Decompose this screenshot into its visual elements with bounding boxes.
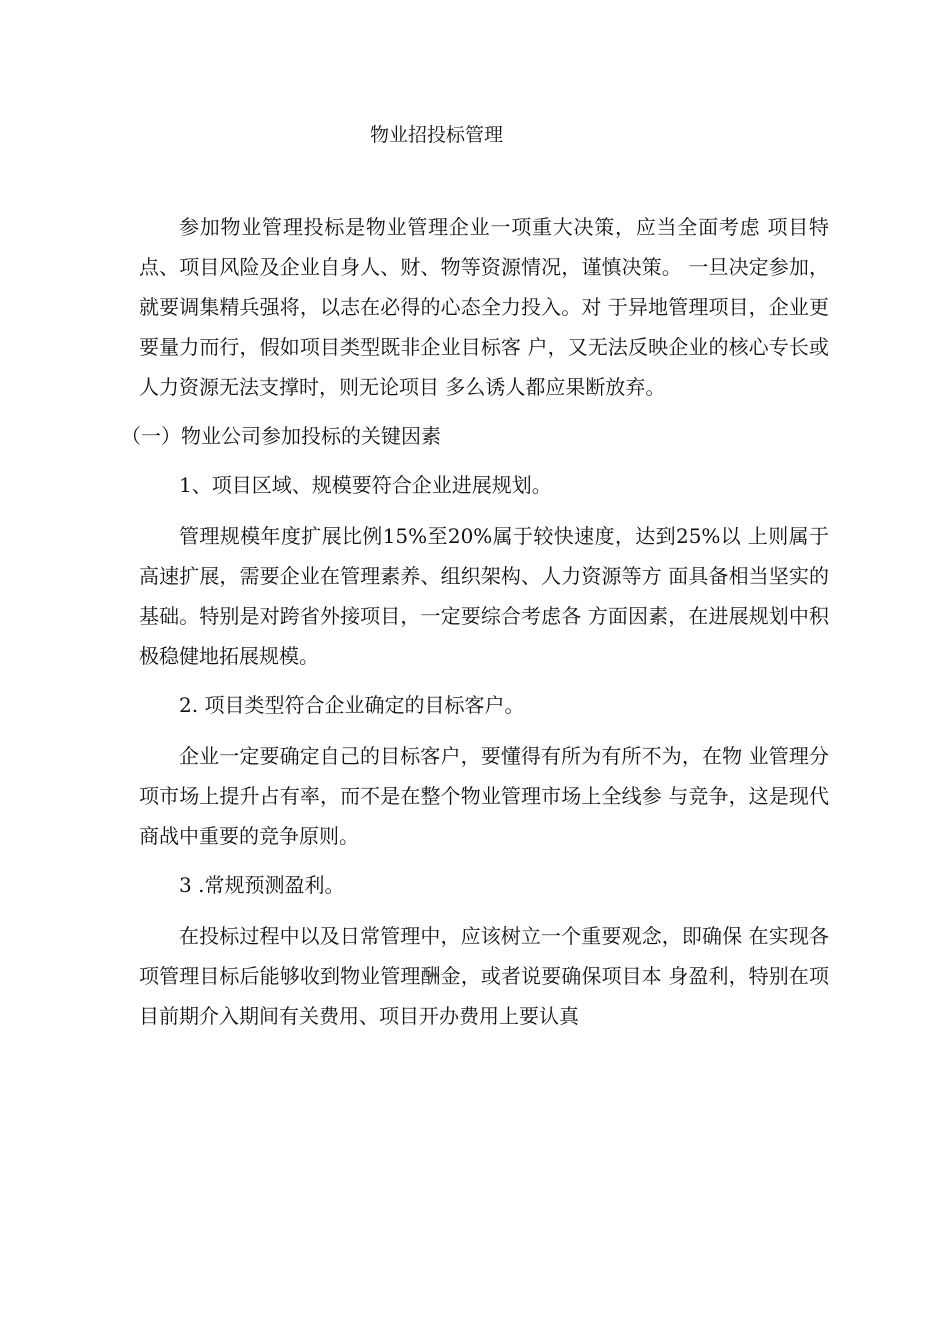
document-title: 物业招投标管理 bbox=[369, 124, 503, 146]
item-heading-1: 1、项目区域、规模要符合企业进展规划。 bbox=[179, 473, 552, 497]
item-heading-2: 2. 项目类型符合企业确定的目标客户。 bbox=[179, 693, 525, 717]
item-paragraph-1: 管理规模年度扩展比例15%至20%属于较快速度，达到25%以 上则属于高速扩展，需要企业在管理素养、组织架构、人力资源等方 面具备相当坚实的基础。特别是对跨省外接项目，一定要综合考虑各 方面因素，在进展规划中积极稳健地拓展规模。 bbox=[139, 524, 829, 668]
item-heading-3: 3 .常规预测盈利。 bbox=[179, 873, 345, 897]
intro-paragraph: 参加物业管理投标是物业管理企业一项重大决策，应当全面考虑 项目特点、项目风险及企业自身人、财、物等资源情况，谨慎决策。 一旦决定参加，就要调集精兵强将，以志在必得的心态全力投入。对 于异地管理项目，企业更要量力而行，假如项目类型既非企业目标客 户，又无法反映企业的核心专长或人力资源无法支撑时，则无论项目 多么诱人都应果断放弃。 bbox=[139, 215, 829, 399]
item-paragraph-3: 在投标过程中以及日常管理中，应该树立一个重要观念，即确保 在实现各项管理目标后能够收到物业管理酬金，或者说要确保项目本 身盈利，特别在项目前期介入期间有关费用、项目开办费用上要认真 bbox=[139, 924, 829, 1028]
document-body bbox=[121, 207, 829, 1045]
section-heading: （一）物业公司参加投标的关键因素 bbox=[121, 424, 441, 448]
item-paragraph-2: 企业一定要确定自己的目标客户，要懂得有所为有所不为，在物 业管理分项市场上提升占有率，而不是在整个物业管理市场上全线参 与竞争，这是现代商战中重要的竞争原则。 bbox=[139, 744, 829, 848]
